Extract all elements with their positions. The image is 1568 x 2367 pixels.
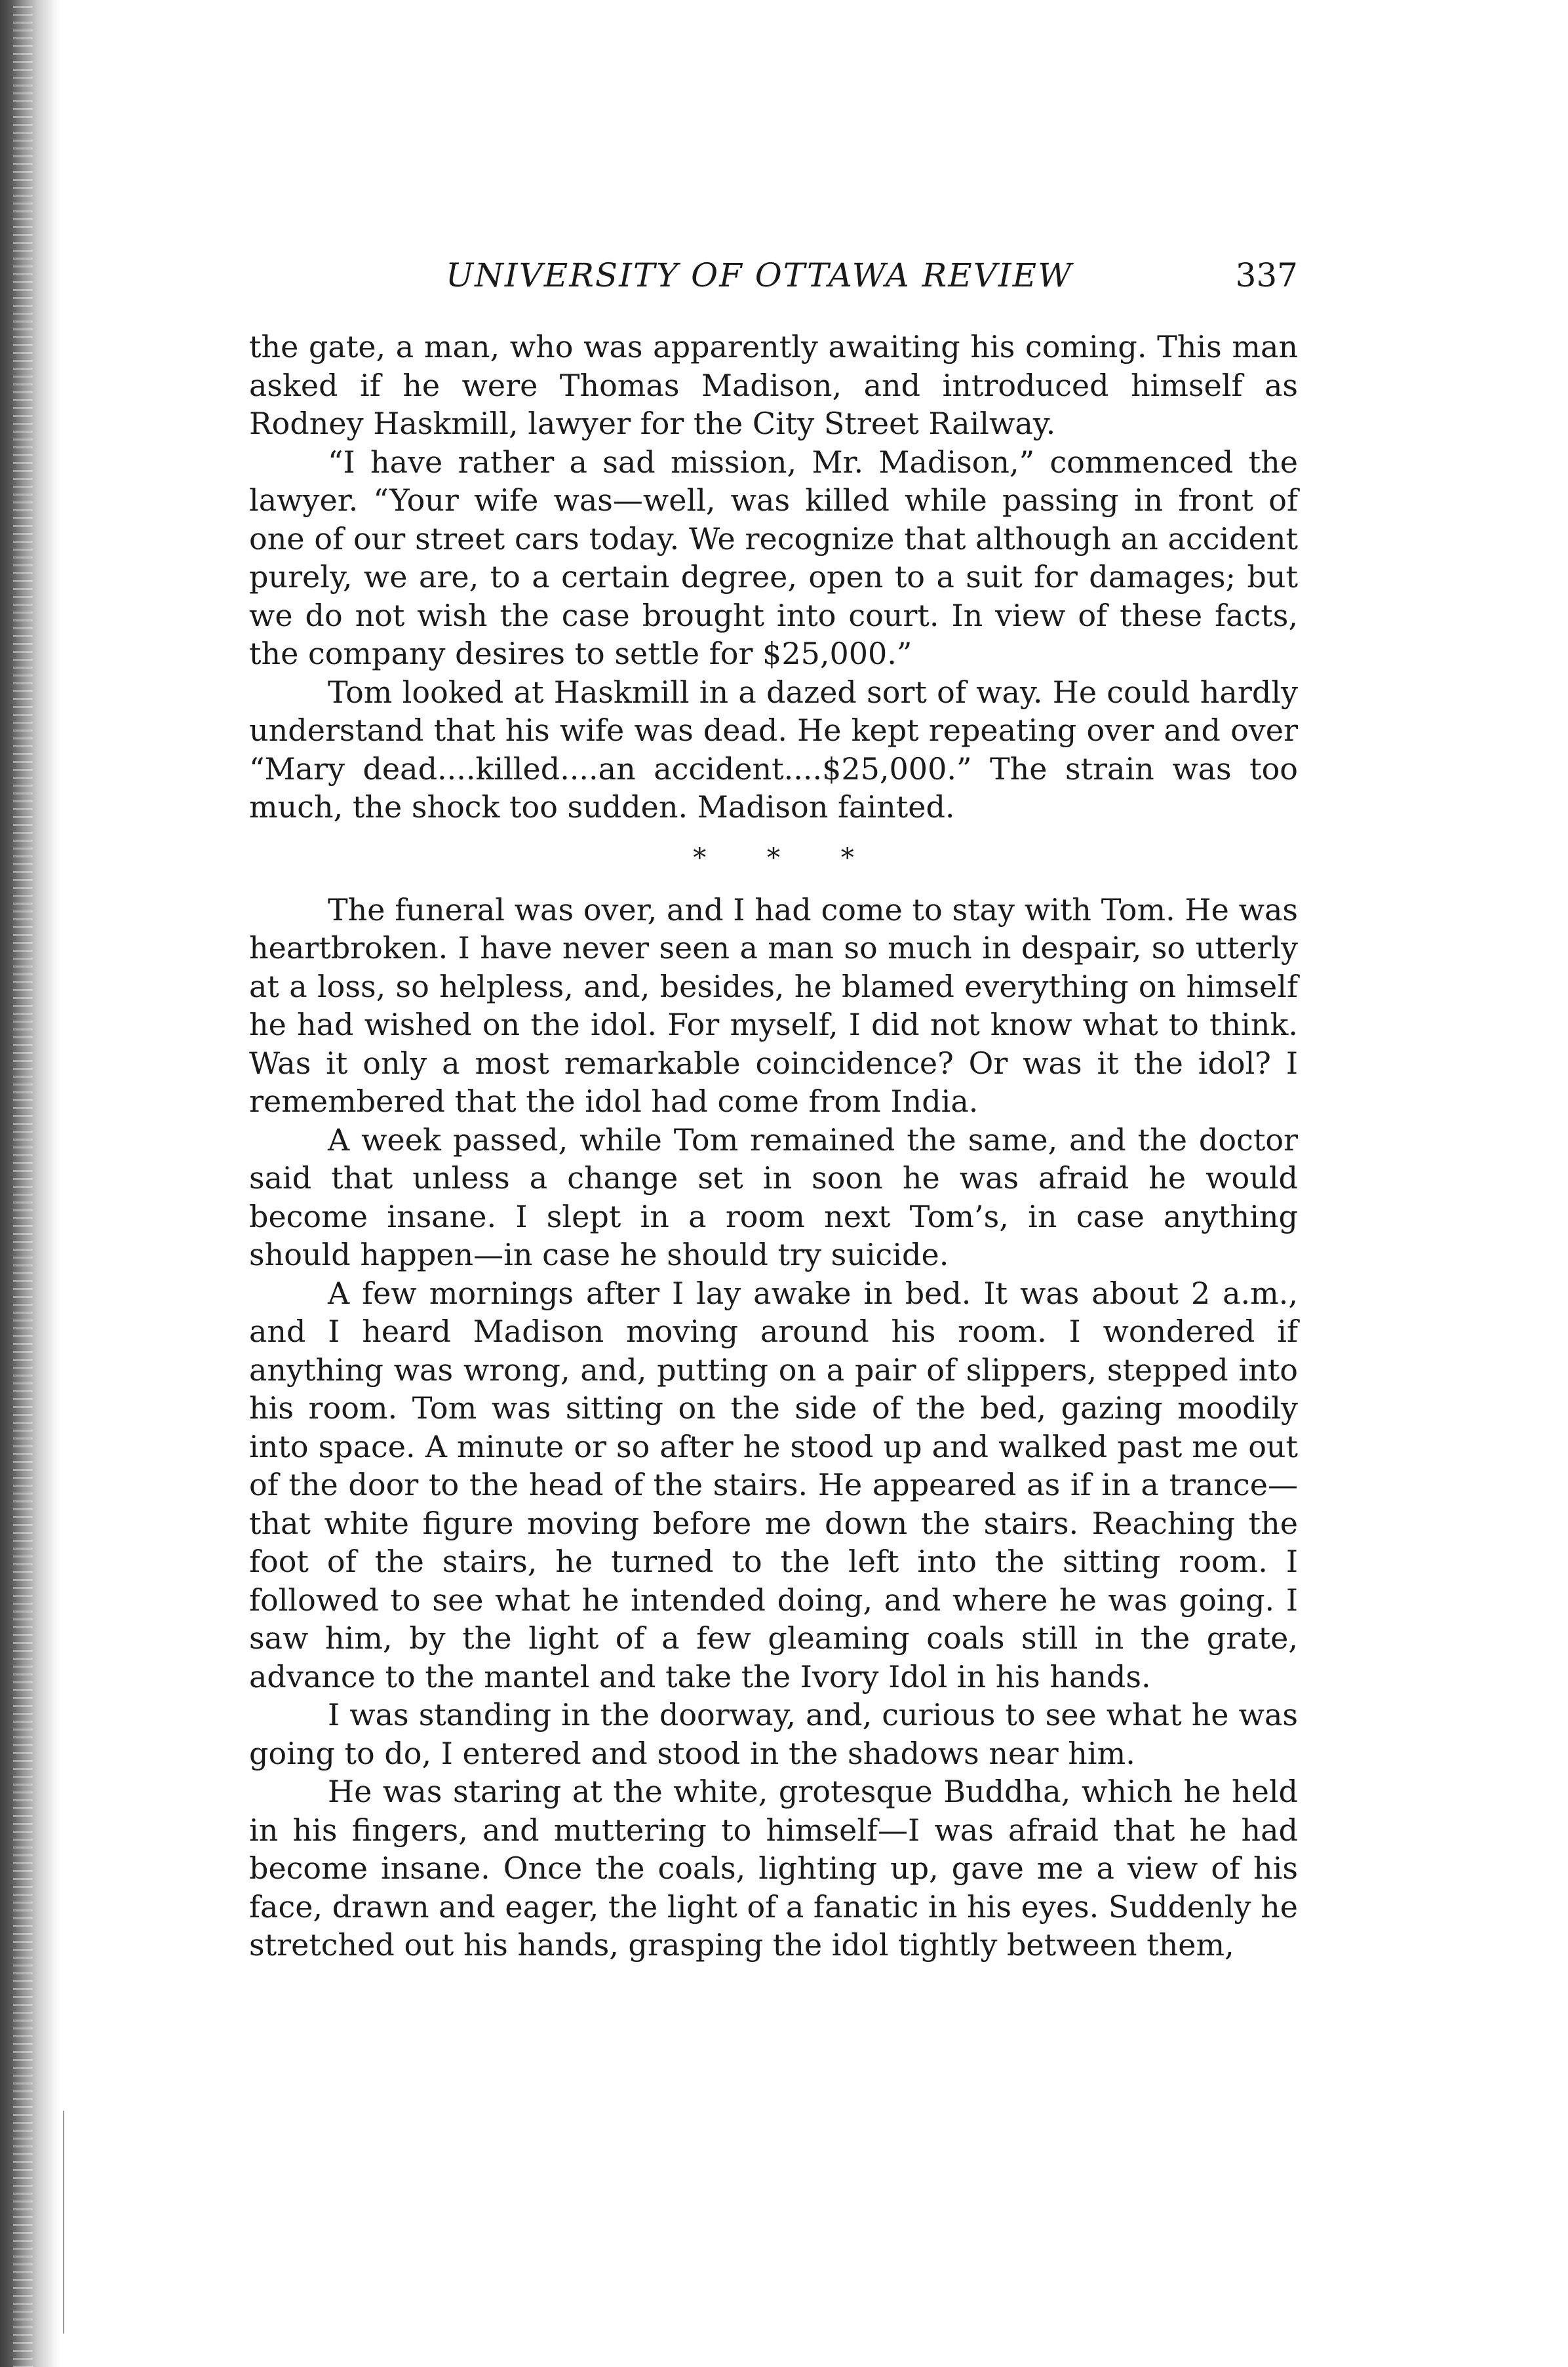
paragraph-7: I was standing in the doorway, and, curious to see what he was going to do, I entered and stood in the shadows near him. xyxy=(249,1697,1298,1771)
paragraph-8: He was staring at the white, grotesque Buddha, which he held in his fingers, and muttering to himself—I was afraid that he had become insane. Once the coals, lighting up, gave me a view of his face, drawn and eager, the light of a fanatic in his eyes. Suddenly he stretched out his hands, grasping the idol tightly between them, xyxy=(249,1774,1298,1963)
page-header xyxy=(249,249,1298,302)
page-body xyxy=(249,328,1298,1965)
paragraph-2: “I have rather a sad mission, Mr. Madison,” commenced the lawyer. “Your wife was—well, was killed while passing in front of one of our street cars today. We recognize that although an accident purely, we are, to a certain degree, open to a suit for damages; but we do not wish the case brought into court. In view of these facts, the company desires to settle for $25,000.” xyxy=(249,444,1298,671)
running-head: UNIVERSITY OF OTTAWA REVIEW xyxy=(446,256,1073,294)
paragraph-5: A week passed, while Tom remained the same, and the doctor said that unless a change set in soon he was afraid he would become insane. I slept in a room next Tom’s, in case anything should happen—in case he should try suicide. xyxy=(249,1122,1298,1272)
section-break: * * * xyxy=(693,842,880,873)
margin-rule-line xyxy=(63,2111,64,2334)
paragraph-1: the gate, a man, who was apparently awaiting his coming. This man asked if he were Thomas Madison, and introduced himself as Rodney Haskmill, lawyer for the City Street Railway. xyxy=(249,329,1298,441)
paragraph-4: The funeral was over, and I had come to stay with Tom. He was heartbroken. I have never seen a man so much in despair, so utterly at a loss, so helpless, and, besides, he blamed everything on himself he had wished on the idol. For myself, I did not know what to think. Was it only a most remarkable coincidence? Or was it the idol? I remembered that the idol had come from India. xyxy=(249,891,1298,1119)
page-binding-edge xyxy=(0,0,60,2367)
paragraph-3: Tom looked at Haskmill in a dazed sort of way. He could hardly understand that his wife was dead. He kept repeating over and over “Mary dead....killed....an accident....$25,000.” The strain was too much, the shock too sudden. Madison fainted. xyxy=(249,674,1298,825)
page-number: 337 xyxy=(1235,256,1298,294)
paragraph-6: A few mornings after I lay awake in bed. It was about 2 a.m., and I heard Madison moving around his room. I wondered if anything was wrong, and, putting on a pair of slippers, stepped into his room. Tom was sitting on the side of the bed, gazing moodily into space. A minute or so after he stood up and walked past me out of the door to the head of the stairs. He appeared as if in a trance—that white figure moving before me down the stairs. Reaching the foot of the stairs, he turned to the left into the sitting room. I followed to see what he intended doing, and where he was going. I saw him, by the light of a few gleaming coals still in the grate, advance to the mantel and take the Ivory Idol in his hands. xyxy=(249,1275,1298,1694)
